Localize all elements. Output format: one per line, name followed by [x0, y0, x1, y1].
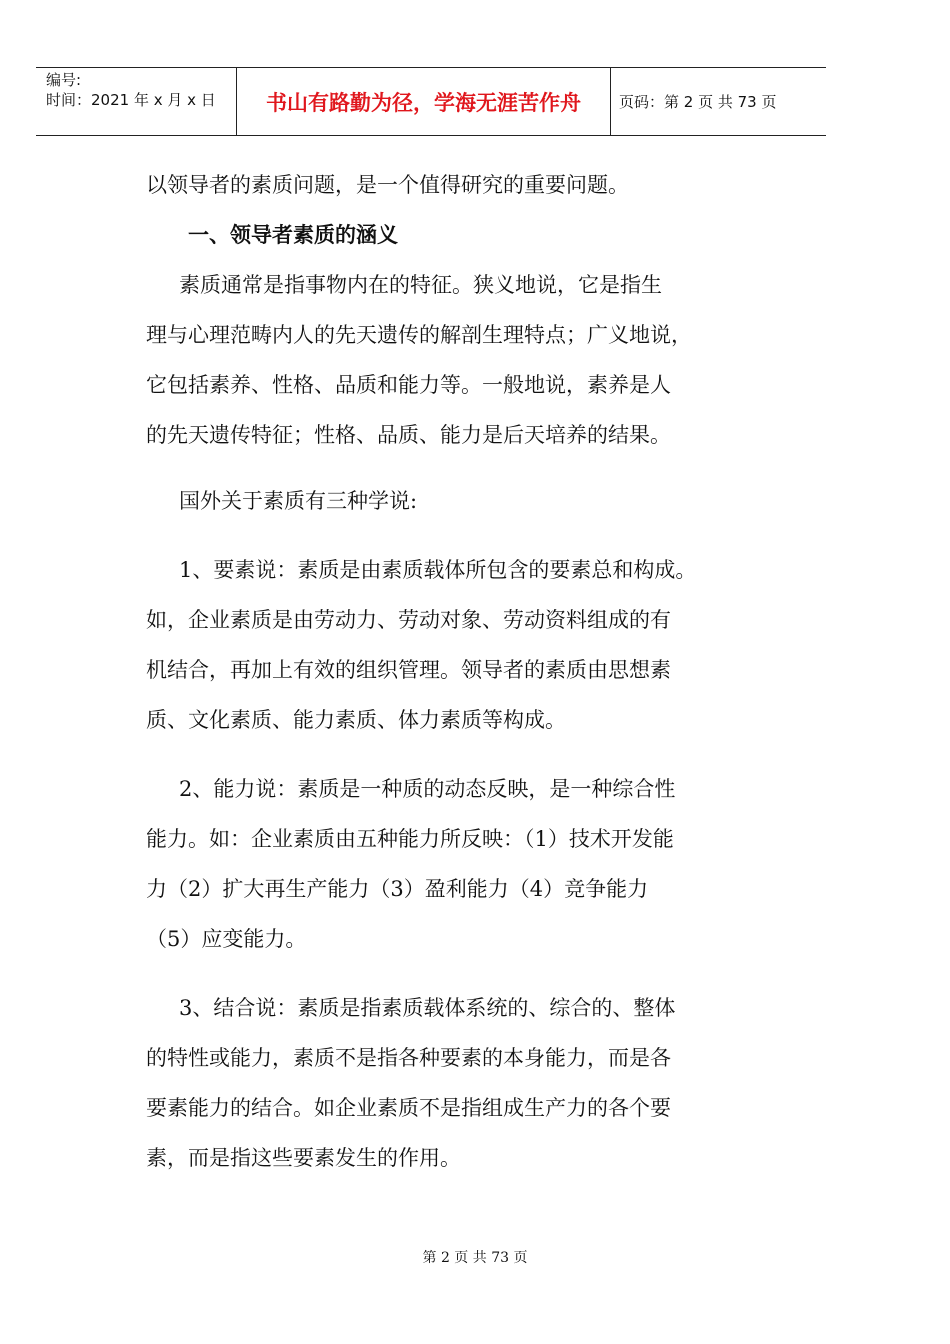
header-page-label: 页码：第 2 页 共 73 页	[619, 93, 777, 111]
paragraph-line: 质、文化素质、能力素质、体力素质等构成。	[146, 708, 566, 732]
paragraph-line: 国外关于素质有三种学说:	[179, 489, 418, 513]
paragraph-line: 2、能力说：素质是一种质的动态反映，是一种综合性	[179, 777, 676, 801]
header-motto-cell	[237, 68, 611, 135]
paragraph-line: 3、结合说：素质是指素质载体系统的、综合的、整体	[179, 996, 676, 1020]
paragraph-line: 素，而是指这些要素发生的作用。	[146, 1146, 461, 1170]
paragraph-line: 能力。如：企业素质由五种能力所反映：（1）技术开发能	[146, 827, 674, 851]
paragraph-line: 1、要素说：素质是由素质载体所包含的要素总和构成。	[179, 558, 697, 582]
paragraph-line: 要素能力的结合。如企业素质不是指组成生产力的各个要	[146, 1096, 671, 1120]
page-footer: 第 2 页 共 73 页	[422, 1250, 528, 1266]
paragraph-line: 素质通常是指事物内在的特征。狭义地说，它是指生	[179, 273, 662, 297]
document-header	[36, 67, 826, 136]
time-label: 时间：2021 年 x 月 x 日	[46, 91, 216, 109]
paragraph-line: 机结合，再加上有效的组织管理。领导者的素质由思想素	[146, 658, 671, 682]
paragraph-line: 的特性或能力，素质不是指各种要素的本身能力，而是各	[146, 1046, 671, 1070]
paragraph-line: 的先天遗传特征；性格、品质、能力是后天培养的结果。	[146, 423, 671, 447]
header-info-cell	[36, 68, 237, 135]
serial-label: 编号:	[46, 71, 82, 89]
motto-text: 书山有路勤为径，学海无涯苦作舟	[266, 91, 581, 115]
paragraph-line: 它包括素养、性格、品质和能力等。一般地说，素养是人	[146, 373, 671, 397]
section-heading: 一、领导者素质的涵义	[188, 223, 398, 247]
paragraph-line: （5）应变能力。	[146, 927, 307, 951]
paragraph-line: 力（2）扩大再生产能力（3）盈利能力（4）竞争能力	[146, 877, 649, 901]
paragraph-line: 如，企业素质是由劳动力、劳动对象、劳动资料组成的有	[146, 608, 671, 632]
header-page-cell	[611, 68, 826, 135]
paragraph-line: 理与心理范畴内人的先天遗传的解剖生理特点；广义地说，	[146, 323, 692, 347]
paragraph-line: 以领导者的素质问题，是一个值得研究的重要问题。	[146, 173, 629, 197]
